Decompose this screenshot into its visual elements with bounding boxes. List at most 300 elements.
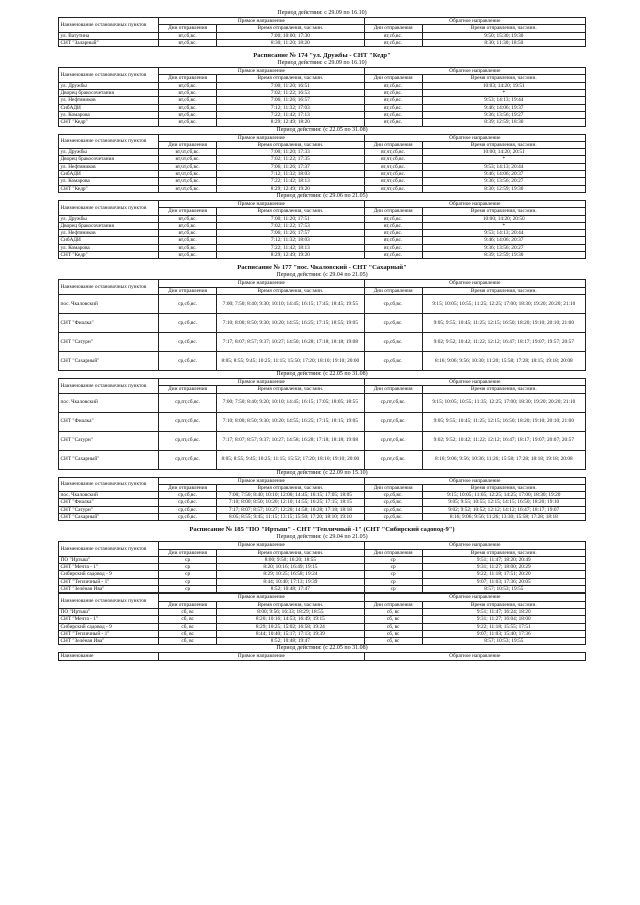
departure-days: сб, вс bbox=[364, 608, 422, 615]
departure-times: 8:39; 12:59; 19:30 bbox=[422, 252, 585, 259]
time-column-header: Время отправления, час:мин. bbox=[422, 141, 585, 148]
departure-times: 9:31; 11:27; 16:04; 18:00 bbox=[422, 616, 585, 623]
stop-name: СибАДИ bbox=[59, 171, 159, 178]
departure-times: 8:30; 11:20; 18:20 bbox=[217, 39, 365, 46]
departure-days: ср bbox=[159, 571, 217, 578]
departure-times: 10:00; 14:20; 20:51 bbox=[422, 149, 585, 156]
stop-name: Дворец бракосочетания bbox=[59, 156, 159, 163]
departure-times: 7:12; 11:32; 18:03 bbox=[217, 237, 365, 244]
departure-days: ср bbox=[364, 578, 422, 585]
route-section bbox=[58, 10, 586, 47]
departure-days: ср,сб,вс. bbox=[159, 492, 217, 499]
departure-days: вт,сб,вс. bbox=[364, 244, 422, 251]
departure-times: 8:29; 12:49; 18:20 bbox=[217, 119, 365, 126]
departure-days: вт,сб,вс. bbox=[159, 237, 217, 244]
stop-name: СибАДИ bbox=[59, 104, 159, 111]
stop-name: СНТ "Сатурн" bbox=[59, 506, 159, 513]
table-row bbox=[59, 332, 586, 351]
forward-direction-header: Прямое направление bbox=[159, 134, 365, 141]
departure-times: 9:15; 10:05; 11:05; 12:25; 14:25; 17:00; 18:30; 19:20 bbox=[422, 492, 585, 499]
table-row bbox=[59, 230, 586, 237]
departure-times: 7:02; 11:22; 17:53 bbox=[217, 222, 365, 229]
departure-days: ср bbox=[364, 556, 422, 563]
table-row bbox=[59, 244, 586, 251]
table-row bbox=[59, 39, 586, 46]
stops-column-header: Наименование остановочных пунктов bbox=[59, 18, 159, 33]
table-row bbox=[59, 578, 586, 585]
route-section bbox=[58, 526, 586, 660]
stop-name: СНТ "Кедр" bbox=[59, 119, 159, 126]
departure-days: вт,чт,сб,вс. bbox=[364, 178, 422, 185]
departure-days: сб, вс bbox=[159, 616, 217, 623]
stop-name: ул. Комарова bbox=[59, 111, 159, 118]
departure-days: вт,чт,сб,вс. bbox=[364, 149, 422, 156]
departure-days: вт,сб,вс. bbox=[159, 230, 217, 237]
departure-times: 9:53; 14:13; 20:44 bbox=[422, 163, 585, 170]
table-row bbox=[59, 608, 586, 615]
days-column-header: Дни отправления bbox=[364, 549, 422, 556]
departure-days: вт,сб,вс. bbox=[159, 104, 217, 111]
time-column-header: Время отправления, час:мин. bbox=[217, 386, 365, 393]
departure-times: 7:12; 11:32; 18:03 bbox=[217, 171, 365, 178]
departure-times: 8:29; 10:25; 15:02; 16:58; 19:24 bbox=[217, 623, 365, 630]
time-column-header: Время отправления, час:мин. bbox=[217, 75, 365, 82]
departure-days: вт,сб,вс. bbox=[364, 32, 422, 39]
departure-days: вт,чт,сб,вс. bbox=[364, 156, 422, 163]
departure-times: 9:15; 10:05; 10:55; 11:25; 12:25; 17:00; 18:30; 19:20; 20:20; 21:10 bbox=[422, 294, 585, 313]
departure-days: сб, вс bbox=[159, 623, 217, 630]
days-column-header: Дни отправления bbox=[159, 549, 217, 556]
departure-times: 7:22; 11:42; 18:13 bbox=[217, 244, 365, 251]
departure-days: сб, вс bbox=[364, 616, 422, 623]
table-row bbox=[59, 499, 586, 506]
departure-days: вт,чт,сб,вс. bbox=[159, 163, 217, 170]
departure-days: ср,сб,вс. bbox=[364, 499, 422, 506]
table-row bbox=[59, 556, 586, 563]
time-column-header: Время отправления, час:мин. bbox=[422, 25, 585, 32]
stop-name: СНТ "Зелёная Ива" bbox=[59, 586, 159, 593]
departure-days: вт,сб,вс. bbox=[159, 252, 217, 259]
stops-column-header: Наименование остановочных пунктов bbox=[59, 134, 159, 149]
route-section bbox=[58, 52, 586, 259]
stop-name: СНТ "Зелёная Ива" bbox=[59, 638, 159, 645]
departure-days: вт,сб,вс. bbox=[159, 97, 217, 104]
departure-days: ср,сб,вс. bbox=[364, 313, 422, 332]
departure-times: 8:05; 8:55; 9:45; 11:15; 13:15; 15:50; 17:20; 18:10; 19:10 bbox=[217, 513, 365, 520]
stop-name: пос. Чкаловский bbox=[59, 393, 159, 412]
days-column-header: Дни отправления bbox=[364, 386, 422, 393]
schedule-table bbox=[58, 67, 586, 126]
table-row bbox=[59, 156, 586, 163]
departure-days: сб, вс bbox=[364, 623, 422, 630]
departure-times: 7:10; 8:00; 8:50; 10:20; 12:10; 14:55; 16:25; 17:15; 18:15 bbox=[217, 499, 365, 506]
departure-days: вт,сб,вс. bbox=[364, 215, 422, 222]
return-direction-header: Обратное направление bbox=[364, 542, 585, 549]
departure-times: 9:46; 14:06; 19:37 bbox=[422, 104, 585, 111]
departure-times: 9:36; 13:56; 20:27 bbox=[422, 244, 585, 251]
return-direction-header: Обратное направление bbox=[364, 594, 585, 601]
departure-days: вт,сб,вс. bbox=[159, 90, 217, 97]
stop-name: СНТ "Сахарный" bbox=[59, 351, 159, 370]
departure-times: 9:51; 11:47; 16:24; 18:20 bbox=[422, 608, 585, 615]
departure-days: ср,сб,вс. bbox=[364, 506, 422, 513]
departure-times: 8:52; 10:48; 19:47 bbox=[217, 638, 365, 645]
return-direction-header: Обратное направление bbox=[364, 477, 585, 484]
stop-name: СНТ "Кедр" bbox=[59, 185, 159, 192]
departure-days: сб, вс bbox=[159, 630, 217, 637]
schedule-table bbox=[58, 477, 586, 522]
days-column-header: Дни отправления bbox=[364, 208, 422, 215]
departure-days: ср,сб,вс. bbox=[364, 294, 422, 313]
departure-days: ср bbox=[364, 586, 422, 593]
time-column-header: Время отправления, час:мин. bbox=[217, 141, 365, 148]
departure-times: 7:02; 11:22; 16:53 bbox=[217, 90, 365, 97]
departure-days: ср,сб,вс. bbox=[159, 294, 217, 313]
departure-days: ср,сб,вс. bbox=[159, 332, 217, 351]
departure-days: вт,сб,вс. bbox=[159, 111, 217, 118]
stop-name: Сибирский садовод - 9 bbox=[59, 623, 159, 630]
stops-column-header: Наименование остановочных пунктов bbox=[59, 594, 159, 609]
table-row bbox=[59, 237, 586, 244]
table-row bbox=[59, 185, 586, 192]
time-column-header: Время отправления, час:мин. bbox=[217, 287, 365, 294]
departure-times: 7:00; 10:00; 17:30 bbox=[217, 32, 365, 39]
departure-times: 8:16; 9:06; 9:56; 10:36; 11:26; 15:58; 17:28; 18:18; 19:18; 20:08 bbox=[422, 450, 585, 469]
schedule-table bbox=[58, 541, 586, 593]
stop-name: СНТ "Тепличный - 1" bbox=[59, 630, 159, 637]
departure-times: 10:00; 14:20; 20:50 bbox=[422, 215, 585, 222]
stop-name: СНТ "Фиалка" bbox=[59, 499, 159, 506]
departure-times: 7:22; 11:42; 17:13 bbox=[217, 111, 365, 118]
stops-column-header: Наименование остановочных пунктов bbox=[59, 68, 159, 83]
timetable-document bbox=[58, 10, 586, 661]
departure-times: 7:00; 7:50; 8:40; 9:30; 10:10; 14:45; 16:15; 17:45; 18:45; 19:55 bbox=[217, 294, 365, 313]
table-row bbox=[59, 149, 586, 156]
table-row bbox=[59, 351, 586, 370]
departure-days: сб, вс bbox=[364, 638, 422, 645]
stop-name: пос. Чкаловский bbox=[59, 294, 159, 313]
departure-times: 8:16; 9:06; 9:56; 11:26; 13:30; 15:58; 17:28; 18:18 bbox=[422, 513, 585, 520]
departure-times: 7:10; 8:00; 8:50; 9:30; 10:20; 14:55; 16:25; 17:15; 18:55; 19:05 bbox=[217, 313, 365, 332]
forward-direction-header: Прямое направление bbox=[159, 653, 365, 660]
days-column-header: Дни отправления bbox=[364, 484, 422, 491]
departure-days: вт,сб,вс. bbox=[364, 82, 422, 89]
departure-times: 9:46; 14:06; 20:37 bbox=[422, 171, 585, 178]
departure-days: вт,чт,сб,вс. bbox=[159, 149, 217, 156]
stops-column-header: Наименование остановочных пунктов bbox=[59, 477, 159, 492]
table-row bbox=[59, 412, 586, 431]
departure-times: 8:29; 12:49; 19:20 bbox=[217, 185, 365, 192]
forward-direction-header: Прямое направление bbox=[159, 477, 365, 484]
stop-name: СНТ "Сатурн" bbox=[59, 332, 159, 351]
table-row bbox=[59, 513, 586, 520]
route-title: Расписание № 185 "ПО "Иртыш" - СНТ "Тепличный -1" (СНТ "Сибирский садовод-9") bbox=[189, 526, 455, 534]
departure-times: 7:17; 8:07; 8:57; 9:37; 10:27; 14:58; 16:28; 17:18; 18:18; 19:08 bbox=[217, 431, 365, 450]
departure-times: 7:10; 8:00; 8:50; 9:30; 10:20; 14:55; 16:25; 17:15; 18:15; 19:05 bbox=[217, 412, 365, 431]
departure-days: вт,сб,вс. bbox=[364, 97, 422, 104]
validity-period: Период действия: (с 22.05 по 31.08) bbox=[276, 645, 368, 652]
schedule-table bbox=[58, 17, 586, 47]
table-row bbox=[59, 97, 586, 104]
departure-times: 8:20; 10:16; 16:49; 19:15 bbox=[217, 564, 365, 571]
departure-times: 9:05; 9:55; 10:45; 11:25; 12:15; 16:50; 18:20; 19:10; 20:10; 21:00 bbox=[422, 313, 585, 332]
stop-name: ул. Нефтяников bbox=[59, 230, 159, 237]
departure-days: вт,чт,сб,вс. bbox=[364, 171, 422, 178]
stop-name: СНТ "Мечта - 1" bbox=[59, 616, 159, 623]
table-row bbox=[59, 630, 586, 637]
departure-days: вт,сб,вс. bbox=[364, 39, 422, 46]
departure-times: 7:12; 11:32; 17:03 bbox=[217, 104, 365, 111]
departure-times: 8:30; 12:59; 19:30 bbox=[422, 185, 585, 192]
departure-days: ср,сб,вс. bbox=[159, 351, 217, 370]
departure-days: сб, вс bbox=[159, 638, 217, 645]
departure-times: 7:00; 7:50; 8:40; 10:10; 12:00; 14:45; 16:15; 17:05; 18:05 bbox=[217, 492, 365, 499]
departure-times: 9:05; 9:55; 10:45; 11:25; 12:15; 16:50; 18:20; 19:10; 20:10; 21:00 bbox=[422, 412, 585, 431]
validity-period: Период действия: (с 29.04 по 21.05) bbox=[276, 272, 368, 279]
stop-name: ул. Ватутина bbox=[59, 32, 159, 39]
departure-times: 9:36; 13:56; 20:27 bbox=[422, 178, 585, 185]
table-header-row bbox=[59, 134, 586, 141]
stop-name: СНТ "Тепличный - 1" bbox=[59, 578, 159, 585]
forward-direction-header: Прямое направление bbox=[159, 200, 365, 207]
schedule-table bbox=[58, 652, 586, 660]
departure-times: * bbox=[422, 156, 585, 163]
departure-days: сб, вс bbox=[364, 630, 422, 637]
days-column-header: Дни отправления bbox=[364, 25, 422, 32]
departure-days: вт,чт,сб,вс. bbox=[364, 185, 422, 192]
departure-times: 9:02; 9:52; 10:42; 11:22; 12:12; 16:47; 18:17; 19:07; 19:57; 20:57 bbox=[422, 332, 585, 351]
table-row bbox=[59, 111, 586, 118]
time-column-header: Время отправления, час:мин. bbox=[217, 549, 365, 556]
days-column-header: Дни отправления bbox=[159, 484, 217, 491]
departure-days: ср bbox=[364, 564, 422, 571]
departure-days: вт,сб,вс. bbox=[159, 32, 217, 39]
departure-days: ср,пт,сб,вс. bbox=[159, 393, 217, 412]
table-header-row bbox=[59, 18, 586, 25]
departure-times: 7:00; 11:20; 17:33 bbox=[217, 149, 365, 156]
departure-times: 9:50; 15:30; 19:30 bbox=[422, 32, 585, 39]
departure-times: 9:05; 9:55; 10:55; 12:15; 14:15; 16:50; 18:20; 19:10 bbox=[422, 499, 585, 506]
table-row bbox=[59, 313, 586, 332]
table-row bbox=[59, 431, 586, 450]
schedule-table bbox=[58, 279, 586, 371]
stop-name: ПО "Иртыш" bbox=[59, 608, 159, 615]
departure-times: 8:29; 10:25; 16:58; 19:24 bbox=[217, 571, 365, 578]
stops-column-header: Наименование остановочных пунктов bbox=[59, 378, 159, 393]
time-column-header: Время отправления, час:мин. bbox=[217, 484, 365, 491]
departure-days: вт,сб,вс. bbox=[159, 82, 217, 89]
departure-times: 10:03; 14:20; 19:51 bbox=[422, 82, 585, 89]
stop-name: Дворец бракосочетания bbox=[59, 90, 159, 97]
return-direction-header: Обратное направление bbox=[364, 378, 585, 385]
departure-times: 9:15; 10:05; 10:55; 11:35; 12:25; 17:00; 18:30; 19:20; 20:20; 21:10 bbox=[422, 393, 585, 412]
table-row bbox=[59, 178, 586, 185]
validity-period: Период действия: (с 22.05 по 31.08) bbox=[276, 370, 368, 377]
stops-column-header: Наименование остановочных пунктов bbox=[59, 200, 159, 215]
departure-days: ср bbox=[159, 556, 217, 563]
departure-days: вт,чт,сб,вс. bbox=[159, 156, 217, 163]
forward-direction-header: Прямое направление bbox=[159, 594, 365, 601]
table-row bbox=[59, 119, 586, 126]
stop-name: пос. Чкаловский bbox=[59, 492, 159, 499]
time-column-header: Время отправления, час:мин. bbox=[217, 25, 365, 32]
departure-times: 8:20; 10:16; 14:53; 16:49; 19:15 bbox=[217, 616, 365, 623]
return-direction-header: Обратное направление bbox=[364, 653, 585, 660]
table-row bbox=[59, 571, 586, 578]
table-row bbox=[59, 492, 586, 499]
departure-days: ср,сб,вс. bbox=[364, 332, 422, 351]
departure-times: 9:07; 11:03; 17:36; 20:05 bbox=[422, 578, 585, 585]
forward-direction-header: Прямое направление bbox=[159, 18, 365, 25]
departure-times: 8:39; 12:59; 18:30 bbox=[422, 119, 585, 126]
table-row bbox=[59, 564, 586, 571]
departure-times: 8:44; 10:40; 15:17; 17:13; 19:39 bbox=[217, 630, 365, 637]
departure-days: вт,сб,вс. bbox=[364, 252, 422, 259]
departure-days: ср,пт,сб,вс. bbox=[159, 431, 217, 450]
departure-times: 8:00; 9:56; 16:33; 18:29; 18:55 bbox=[217, 608, 365, 615]
stop-name: ул. Дружбы bbox=[59, 215, 159, 222]
table-row bbox=[59, 393, 586, 412]
days-column-header: Дни отправления bbox=[159, 25, 217, 32]
return-direction-header: Обратное направление bbox=[364, 200, 585, 207]
departure-times: 7:00; 11:20; 16:51 bbox=[217, 82, 365, 89]
days-column-header: Дни отправления bbox=[364, 141, 422, 148]
stop-name: СНТ "Фиалка" bbox=[59, 313, 159, 332]
departure-days: вт,сб,вс. bbox=[364, 230, 422, 237]
departure-times: 9:02; 9:52; 10:42; 11:22; 12:12; 16:47; 18:17; 19:07; 20:07; 20:57 bbox=[422, 431, 585, 450]
departure-times: 8:44; 10:40; 17:13; 19:39 bbox=[217, 578, 365, 585]
departure-days: ср,сб,вс. bbox=[159, 499, 217, 506]
time-column-header: Время отправления, час:мин. bbox=[217, 601, 365, 608]
stop-name: СНТ "Фиалка" bbox=[59, 412, 159, 431]
departure-times: 9:07; 11:03; 15:40; 17:36 bbox=[422, 630, 585, 637]
departure-times: 8:30; 11:30; 18:50 bbox=[422, 39, 585, 46]
stop-name: СНТ "Мечта - 1" bbox=[59, 564, 159, 571]
days-column-header: Дни отправления bbox=[364, 601, 422, 608]
departure-days: ср bbox=[364, 571, 422, 578]
days-column-header: Дни отправления bbox=[364, 75, 422, 82]
departure-days: ср,пт,сб,вс. bbox=[364, 431, 422, 450]
time-column-header: Время отправления, час:мин. bbox=[422, 484, 585, 491]
departure-times: 7:22; 11:42; 18:13 bbox=[217, 178, 365, 185]
departure-days: ср,сб,вс. bbox=[364, 492, 422, 499]
departure-days: ср bbox=[159, 586, 217, 593]
departure-days: вт,сб,вс. bbox=[364, 222, 422, 229]
table-row bbox=[59, 163, 586, 170]
departure-days: ср,пт,сб,вс. bbox=[364, 393, 422, 412]
departure-days: ср,пт,сб,вс. bbox=[364, 450, 422, 469]
stop-name: СНТ "Сахарный" bbox=[59, 450, 159, 469]
stop-name: СНТ "Сахарный" bbox=[59, 513, 159, 520]
table-header-row bbox=[59, 68, 586, 75]
forward-direction-header: Прямое направление bbox=[159, 280, 365, 287]
table-row bbox=[59, 638, 586, 645]
departure-days: вт,сб,вс. bbox=[159, 244, 217, 251]
stop-name: Сибирский садовод - 9 bbox=[59, 571, 159, 578]
table-row bbox=[59, 82, 586, 89]
table-row bbox=[59, 104, 586, 111]
days-column-header: Дни отправления bbox=[364, 287, 422, 294]
departure-times: 7:00; 7:50; 8:40; 9:20; 10:10; 14:45; 16:15; 17:05; 18:05; 18:55 bbox=[217, 393, 365, 412]
validity-period: Период действия: (с 29.04 по 21.05) bbox=[276, 534, 368, 541]
departure-days: вт,сб,вс. bbox=[159, 222, 217, 229]
departure-times: 9:02; 9:52; 10:52; 12:12; 14:12; 16:47; 18:17; 19:07 bbox=[422, 506, 585, 513]
time-column-header: Время отправления, час:мин. bbox=[422, 75, 585, 82]
return-direction-header: Обратное направление bbox=[364, 134, 585, 141]
departure-times: 7:17; 8:07; 8:57; 9:37; 10:27; 14:50; 16:28; 17:18; 18:18; 19:08 bbox=[217, 332, 365, 351]
table-header-row bbox=[59, 542, 586, 549]
departure-days: ср,сб,вс. bbox=[364, 513, 422, 520]
stops-column-header: Наименование остановочных пунктов bbox=[59, 280, 159, 295]
departure-days: вт,чт,сб,вс. bbox=[159, 171, 217, 178]
departure-days: ср,сб,вс. bbox=[159, 313, 217, 332]
schedule-table bbox=[58, 134, 586, 193]
table-row bbox=[59, 623, 586, 630]
table-header-row bbox=[59, 378, 586, 385]
table-header-row bbox=[59, 200, 586, 207]
forward-direction-header: Прямое направление bbox=[159, 378, 365, 385]
time-column-header: Время отправления, час:мин. bbox=[422, 208, 585, 215]
validity-period: Период действия: (с 29.06 по 21.05) bbox=[276, 192, 368, 199]
departure-times: 9:36; 13:56; 19:27 bbox=[422, 111, 585, 118]
route-section bbox=[58, 264, 586, 521]
departure-times: 8:57; 10:53; 19:55 bbox=[422, 586, 585, 593]
departure-days: вт,сб,вс. bbox=[364, 104, 422, 111]
departure-days: вт,сб,вс. bbox=[364, 111, 422, 118]
departure-days: вт,чт,сб,вс. bbox=[159, 178, 217, 185]
route-title: Расписание № 177 "пос. Чкаловский - СНТ "Сахарный" bbox=[237, 264, 407, 272]
validity-period: Период действия: (с 22.09 по 15.10) bbox=[276, 469, 368, 476]
stop-name: ул. Нефтяников bbox=[59, 163, 159, 170]
departure-times: 7:17; 8:07; 8:57; 10:27; 12:20; 14:58; 16:28; 17:18; 18:18 bbox=[217, 506, 365, 513]
validity-period: Период действия: с 29.09 по 16.10) bbox=[277, 60, 367, 67]
stop-name: ул. Дружбы bbox=[59, 82, 159, 89]
days-column-header: Дни отправления bbox=[159, 601, 217, 608]
departure-days: вт,сб,вс. bbox=[159, 119, 217, 126]
table-row bbox=[59, 32, 586, 39]
return-direction-header: Обратное направление bbox=[364, 280, 585, 287]
table-row bbox=[59, 90, 586, 97]
stop-name: ул. Дружбы bbox=[59, 149, 159, 156]
departure-days: ср,сб,вс. bbox=[364, 351, 422, 370]
departure-times: 7:06; 11:26; 16:57 bbox=[217, 97, 365, 104]
days-column-header: Дни отправления bbox=[159, 287, 217, 294]
stop-name: ПО "Иртыш" bbox=[59, 556, 159, 563]
validity-period: Период действия: (с 22.05 по 31.08) bbox=[276, 126, 368, 133]
days-column-header: Дни отправления bbox=[159, 208, 217, 215]
departure-days: ср bbox=[159, 564, 217, 571]
table-row bbox=[59, 171, 586, 178]
departure-days: ср,сб,вс. bbox=[159, 506, 217, 513]
departure-times: * bbox=[422, 222, 585, 229]
return-direction-header: Обратное направление bbox=[364, 68, 585, 75]
table-row bbox=[59, 616, 586, 623]
departure-times: 7:02; 11:22; 17:35 bbox=[217, 156, 365, 163]
table-row bbox=[59, 222, 586, 229]
departure-days: ср,пт,сб,вс. bbox=[159, 412, 217, 431]
stop-name: ул. Комарова bbox=[59, 178, 159, 185]
table-row bbox=[59, 252, 586, 259]
table-header-row bbox=[59, 477, 586, 484]
departure-days: ср,пт,сб,вс. bbox=[364, 412, 422, 431]
time-column-header: Время отправления, час:мин. bbox=[422, 549, 585, 556]
departure-times: 7:06; 11:26; 17:37 bbox=[217, 163, 365, 170]
route-title: Расписание № 174 "ул. Дружбы - СНТ "Кедр" bbox=[253, 52, 391, 60]
departure-days: ср,пт,сб,вс. bbox=[159, 450, 217, 469]
stop-name: ул. Нефтяников bbox=[59, 97, 159, 104]
time-column-header: Время отправления, час:мин. bbox=[422, 287, 585, 294]
departure-times: 9:53; 14:13; 19:44 bbox=[422, 97, 585, 104]
